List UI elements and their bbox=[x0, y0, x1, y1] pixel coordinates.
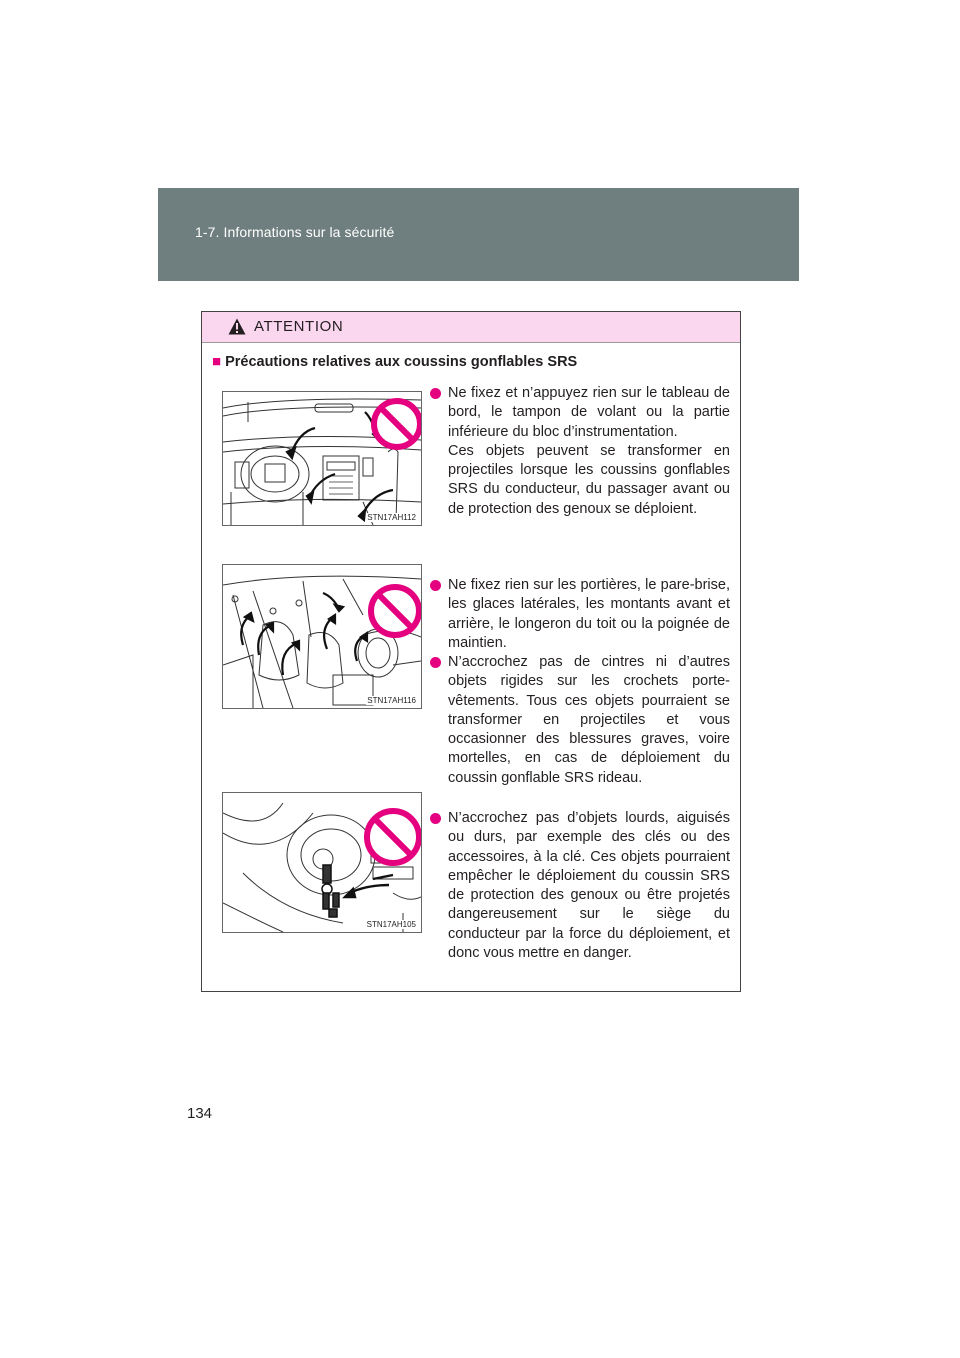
warning-label: ATTENTION bbox=[254, 318, 344, 335]
bullet-item-2 bbox=[448, 576, 730, 653]
square-bullet-icon: ■ bbox=[212, 353, 222, 370]
bullet-dot-icon bbox=[430, 580, 441, 591]
prohibition-icon bbox=[371, 587, 419, 635]
section-title: 1-7. Informations sur la sécurité bbox=[195, 224, 395, 240]
figure-ignition bbox=[222, 792, 422, 933]
figure-code: STN17AH105 bbox=[366, 920, 416, 929]
subheading-text: Précautions relatives aux coussins gonflables SRS bbox=[225, 354, 578, 370]
warning-header bbox=[202, 312, 740, 343]
dashboard-illustration bbox=[223, 392, 421, 525]
bullet-dot-icon bbox=[430, 388, 441, 399]
bullet-paragraph: N’accrochez pas d’objets lourds, aiguisés ou durs, par exemple des clés ou des accessoires, à la clé. Ces objets pourraient empêcher le déploiement du coussin SRS de protection des genoux ou être projetés dangereusement sur le siège du conducteur par la force du déploiement, et donc vous mettre en danger. bbox=[448, 810, 730, 962]
prohibition-icon bbox=[367, 811, 419, 863]
figure-dashboard bbox=[222, 391, 422, 526]
figure-interior bbox=[222, 564, 422, 709]
prohibition-icon bbox=[374, 401, 420, 447]
bullet-item-1 bbox=[448, 384, 730, 519]
bullet-dot-icon bbox=[430, 657, 441, 668]
interior-illustration bbox=[223, 565, 421, 708]
figure-code: STN17AH112 bbox=[367, 513, 416, 522]
bullet-paragraph: Ne fixez et n’appuyez rien sur le tableau de bord, le tampon de volant ou la partie inférieure du bloc d’instrumentation. bbox=[448, 385, 730, 440]
bullet-dot-icon bbox=[430, 813, 441, 824]
bullet-paragraph: N’accrochez pas de cintres ni d’autres objets rigides sur les crochets porte-vêtements. Tous ces objets pourraient se transformer en projectiles et vous occasionner des blessures graves, voire mortelles, en cas de déploiement du coussin gonflable SRS rideau. bbox=[448, 654, 730, 786]
bullet-item-4 bbox=[448, 809, 730, 963]
figure-code: STN17AH116 bbox=[367, 696, 416, 705]
bullet-paragraph: Ne fixez rien sur les portières, le pare-brise, les glaces latérales, les montants avant et arrière, le longeron du toit ou la poignée de maintien. bbox=[448, 577, 730, 651]
page-number: 134 bbox=[187, 1105, 213, 1122]
warning-box bbox=[201, 311, 741, 992]
bullet-item-3 bbox=[448, 653, 730, 788]
ignition-illustration bbox=[223, 793, 421, 932]
warning-triangle-icon bbox=[228, 318, 246, 335]
bullet-paragraph: Ces objets peuvent se transformer en projectiles lorsque les coussins gonflables SRS du conducteur, du passager avant ou de protection des genoux se déploient. bbox=[448, 442, 730, 517]
warning-subheading bbox=[212, 353, 577, 370]
